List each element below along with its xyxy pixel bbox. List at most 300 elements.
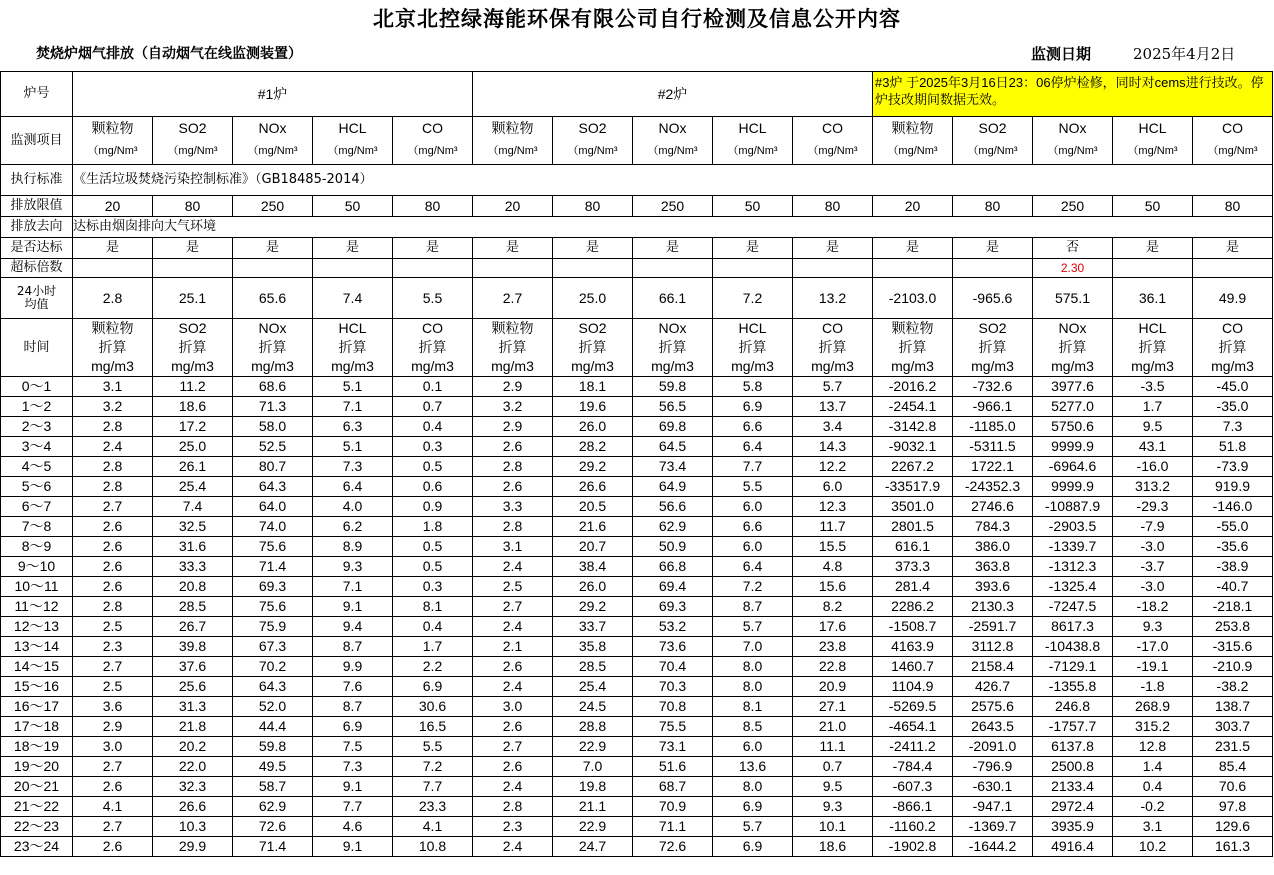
unit-text: （mg/Nm³ <box>727 145 778 158</box>
hour-value: 26.0 <box>553 577 633 597</box>
hour-value: 33.3 <box>153 557 233 577</box>
hour-value: 25.6 <box>153 677 233 697</box>
table-row <box>1 697 1273 717</box>
mg-unit-label: mg/m3 <box>553 357 633 377</box>
mg-unit-label: mg/m3 <box>1033 357 1113 377</box>
unit-cell <box>633 141 713 165</box>
hour-label: 1～2 <box>1 397 73 417</box>
hour-value: 11.1 <box>793 737 873 757</box>
unit-text: （mg/Nm³ <box>1047 145 1098 158</box>
hour-value: 9.9 <box>313 657 393 677</box>
unit-text: （mg/Nm³ <box>407 145 458 158</box>
time-pollutant-header: SO2 <box>153 319 233 339</box>
hour-value: 10.1 <box>793 817 873 837</box>
hour-value: -2903.5 <box>1033 517 1113 537</box>
exceed-value <box>73 259 153 278</box>
furnace-2-header: #2炉 <box>473 72 873 117</box>
hour-label: 3～4 <box>1 437 73 457</box>
hour-value: 26.1 <box>153 457 233 477</box>
hour-value: 8.1 <box>393 597 473 617</box>
hour-value: 7.6 <box>313 677 393 697</box>
hour-value: 9.1 <box>313 597 393 617</box>
hour-value: 1722.1 <box>953 457 1033 477</box>
hour-value: 73.1 <box>633 737 713 757</box>
hour-value: 2.6 <box>73 517 153 537</box>
hour-value: 2.8 <box>73 417 153 437</box>
hour-value: 2.8 <box>73 597 153 617</box>
hour-value: -1369.7 <box>953 817 1033 837</box>
limit-value: 80 <box>1193 196 1273 217</box>
unit-cell <box>713 141 793 165</box>
hour-value: 25.0 <box>153 437 233 457</box>
table-row <box>1 817 1273 837</box>
hour-value: -7.9 <box>1113 517 1193 537</box>
hour-value: -2454.1 <box>873 397 953 417</box>
hour-value: 24.7 <box>553 837 633 857</box>
hour-value: 2746.6 <box>953 497 1033 517</box>
pollutant-header: SO2 <box>153 117 233 141</box>
hour-value: -9032.1 <box>873 437 953 457</box>
hour-value: 1104.9 <box>873 677 953 697</box>
hour-value: -2411.2 <box>873 737 953 757</box>
hour-value: 6.6 <box>713 517 793 537</box>
hour-value: 8.0 <box>713 777 793 797</box>
hour-value: -3.0 <box>1113 537 1193 557</box>
hour-value: 303.7 <box>1193 717 1273 737</box>
time-row-label: 时间 <box>1 319 73 377</box>
time-pollutant-header: SO2 <box>553 319 633 339</box>
hour-value: 386.0 <box>953 537 1033 557</box>
hour-value: 15.5 <box>793 537 873 557</box>
limit-value: 250 <box>1033 196 1113 217</box>
table-row <box>1 537 1273 557</box>
avg24-value: 66.1 <box>633 278 713 319</box>
hour-value: 50.9 <box>633 537 713 557</box>
exceed-value <box>393 259 473 278</box>
hour-value: 161.3 <box>1193 837 1273 857</box>
hour-value: 373.3 <box>873 557 953 577</box>
hour-value: 29.2 <box>553 597 633 617</box>
hour-value: 7.3 <box>313 757 393 777</box>
hour-value: 2.7 <box>73 657 153 677</box>
hour-value: 9999.9 <box>1033 437 1113 457</box>
compliant-value: 是 <box>393 238 473 259</box>
hour-value: 28.5 <box>153 597 233 617</box>
compliant-value: 是 <box>953 238 1033 259</box>
unit-cell <box>1033 141 1113 165</box>
hour-value: 0.5 <box>393 537 473 557</box>
hour-value: -1757.7 <box>1033 717 1113 737</box>
furnace-row-label: 炉号 <box>1 72 73 117</box>
hour-value: 3.1 <box>473 537 553 557</box>
convert-label: 折算 <box>953 338 1033 357</box>
pollutant-header: HCL <box>313 117 393 141</box>
compliant-value: 是 <box>473 238 553 259</box>
hour-value: 17.2 <box>153 417 233 437</box>
table-row <box>1 437 1273 457</box>
hour-value: -35.6 <box>1193 537 1273 557</box>
unit-text: （mg/Nm³ <box>647 145 698 158</box>
hour-value: 67.3 <box>233 637 313 657</box>
table-row <box>1 717 1273 737</box>
convert-label: 折算 <box>633 338 713 357</box>
hour-value: -1339.7 <box>1033 537 1113 557</box>
hour-value: 2.4 <box>73 437 153 457</box>
hour-value: 7.3 <box>1193 417 1273 437</box>
hour-value: -10438.8 <box>1033 637 1113 657</box>
hour-value: 6.0 <box>713 537 793 557</box>
hour-value: 71.4 <box>233 557 313 577</box>
hour-value: -38.9 <box>1193 557 1273 577</box>
hour-value: 2.4 <box>473 557 553 577</box>
hour-value: 26.6 <box>553 477 633 497</box>
hour-value: 2.5 <box>73 677 153 697</box>
hour-value: 16.5 <box>393 717 473 737</box>
hour-value: -33517.9 <box>873 477 953 497</box>
limit-value: 20 <box>873 196 953 217</box>
hour-value: 75.6 <box>233 597 313 617</box>
hour-value: 6.9 <box>713 837 793 857</box>
hour-value: 2.8 <box>73 457 153 477</box>
hour-value: 85.4 <box>1193 757 1273 777</box>
hour-value: 29.9 <box>153 837 233 857</box>
hour-value: 28.8 <box>553 717 633 737</box>
hour-value: 18.6 <box>793 837 873 857</box>
exceed-value <box>1113 259 1193 278</box>
hour-value: -796.9 <box>953 757 1033 777</box>
time-pollutant-header: HCL <box>713 319 793 339</box>
hour-value: 6.3 <box>313 417 393 437</box>
hour-value: 6.0 <box>713 497 793 517</box>
hour-value: 315.2 <box>1113 717 1193 737</box>
hour-value: 70.3 <box>633 677 713 697</box>
hour-value: -315.6 <box>1193 637 1273 657</box>
table-row <box>1 497 1273 517</box>
limit-value: 80 <box>793 196 873 217</box>
compliant-row-label: 是否达标 <box>1 238 73 259</box>
limit-value: 250 <box>233 196 313 217</box>
hour-value: 7.7 <box>313 797 393 817</box>
hour-value: -1325.4 <box>1033 577 1113 597</box>
hour-value: 22.8 <box>793 657 873 677</box>
convert-label: 折算 <box>313 338 393 357</box>
pollutant-header: SO2 <box>953 117 1033 141</box>
compliant-value: 是 <box>873 238 953 259</box>
hour-value: 27.1 <box>793 697 873 717</box>
hour-value: 8.7 <box>313 637 393 657</box>
hour-value: -0.2 <box>1113 797 1193 817</box>
hour-value: 4.1 <box>393 817 473 837</box>
table-row <box>1 677 1273 697</box>
hour-value: 0.6 <box>393 477 473 497</box>
hour-value: 2.2 <box>393 657 473 677</box>
hour-value: 2972.4 <box>1033 797 1113 817</box>
hour-value: 0.3 <box>393 437 473 457</box>
hour-value: 8.5 <box>713 717 793 737</box>
hour-value: -7129.1 <box>1033 657 1113 677</box>
hour-value: 28.5 <box>553 657 633 677</box>
time-pollutant-header: CO <box>393 319 473 339</box>
limit-row-label: 排放限值 <box>1 196 73 217</box>
hour-value: 12.2 <box>793 457 873 477</box>
hour-value: -3.7 <box>1113 557 1193 577</box>
hour-value: 32.5 <box>153 517 233 537</box>
hour-value: 2.6 <box>473 477 553 497</box>
hour-value: 5.7 <box>713 617 793 637</box>
hour-value: 4916.4 <box>1033 837 1113 857</box>
hour-value: -2591.7 <box>953 617 1033 637</box>
table-row <box>1 557 1273 577</box>
hour-value: 69.3 <box>233 577 313 597</box>
pollutant-header: SO2 <box>553 117 633 141</box>
hour-value: 5.1 <box>313 377 393 397</box>
hour-value: -17.0 <box>1113 637 1193 657</box>
hour-label: 21～22 <box>1 797 73 817</box>
hour-value: 75.5 <box>633 717 713 737</box>
hour-value: -607.3 <box>873 777 953 797</box>
table-row <box>1 757 1273 777</box>
hour-value: 72.6 <box>633 837 713 857</box>
hour-value: 7.7 <box>713 457 793 477</box>
hour-value: -19.1 <box>1113 657 1193 677</box>
table-row <box>1 737 1273 757</box>
mg-unit-label: mg/m3 <box>233 357 313 377</box>
hour-value: 31.3 <box>153 697 233 717</box>
hour-value: 9.1 <box>313 837 393 857</box>
hour-value: 2.1 <box>473 637 553 657</box>
unit-cell <box>953 141 1033 165</box>
exceed-value: 2.30 <box>1033 259 1113 278</box>
table-row <box>1 457 1273 477</box>
section-subtitle: 焚烧炉烟气排放（自动烟气在线监测装置） <box>36 46 302 62</box>
limit-value: 50 <box>313 196 393 217</box>
limit-value: 80 <box>153 196 233 217</box>
mg-unit-label: mg/m3 <box>73 357 153 377</box>
hour-value: 11.2 <box>153 377 233 397</box>
hour-value: 2.6 <box>73 777 153 797</box>
hour-value: 10.8 <box>393 837 473 857</box>
hour-value: 26.6 <box>153 797 233 817</box>
hour-label: 15～16 <box>1 677 73 697</box>
hour-value: 2.6 <box>473 717 553 737</box>
hour-value: 0.9 <box>393 497 473 517</box>
hour-value: 21.1 <box>553 797 633 817</box>
hour-value: -35.0 <box>1193 397 1273 417</box>
convert-label: 折算 <box>553 338 633 357</box>
unit-cell <box>1193 141 1273 165</box>
hour-value: 56.5 <box>633 397 713 417</box>
hour-value: 33.7 <box>553 617 633 637</box>
furnace-1-header: #1炉 <box>73 72 473 117</box>
mg-unit-label: mg/m3 <box>953 357 1033 377</box>
unit-text: （mg/Nm³ <box>487 145 538 158</box>
hour-value: 616.1 <box>873 537 953 557</box>
convert-label: 折算 <box>1113 338 1193 357</box>
hour-value: 29.2 <box>553 457 633 477</box>
hour-value: 3.4 <box>793 417 873 437</box>
hour-value: 69.3 <box>633 597 713 617</box>
mg-unit-label: mg/m3 <box>793 357 873 377</box>
limit-value: 20 <box>473 196 553 217</box>
hour-value: 2.8 <box>473 457 553 477</box>
hour-value: 3112.8 <box>953 637 1033 657</box>
hour-value: 2.6 <box>473 657 553 677</box>
hour-value: 4.8 <box>793 557 873 577</box>
hour-value: 64.0 <box>233 497 313 517</box>
hour-value: 4.6 <box>313 817 393 837</box>
hour-value: 21.6 <box>553 517 633 537</box>
time-pollutant-header: NOx <box>1033 319 1113 339</box>
hour-value: 9.4 <box>313 617 393 637</box>
hour-value: -38.2 <box>1193 677 1273 697</box>
hour-value: 6.6 <box>713 417 793 437</box>
unit-text: （mg/Nm³ <box>327 145 378 158</box>
compliant-value: 是 <box>313 238 393 259</box>
hour-value: -29.3 <box>1113 497 1193 517</box>
hour-label: 2～3 <box>1 417 73 437</box>
pollutant-header: NOx <box>233 117 313 141</box>
hour-value: 43.1 <box>1113 437 1193 457</box>
convert-label: 折算 <box>233 338 313 357</box>
hour-value: 20.7 <box>553 537 633 557</box>
hour-value: 8.1 <box>713 697 793 717</box>
pollutant-header: CO <box>793 117 873 141</box>
hour-value: 26.0 <box>553 417 633 437</box>
hour-value: 2.7 <box>73 497 153 517</box>
convert-label: 折算 <box>153 338 233 357</box>
hour-label: 16～17 <box>1 697 73 717</box>
compliant-value: 是 <box>553 238 633 259</box>
hour-value: 7.0 <box>713 637 793 657</box>
time-pollutant-header: CO <box>793 319 873 339</box>
table-row <box>1 417 1273 437</box>
hour-value: 129.6 <box>1193 817 1273 837</box>
hour-value: 69.4 <box>633 577 713 597</box>
compliant-value: 是 <box>233 238 313 259</box>
hour-value: 70.9 <box>633 797 713 817</box>
hour-value: 2.5 <box>473 577 553 597</box>
hour-value: 313.2 <box>1113 477 1193 497</box>
mg-unit-label: mg/m3 <box>1113 357 1193 377</box>
hour-value: 70.4 <box>633 657 713 677</box>
hour-value: 6137.8 <box>1033 737 1113 757</box>
time-pollutant-header: SO2 <box>953 319 1033 339</box>
hour-value: 2.6 <box>473 437 553 457</box>
hour-value: 2.3 <box>73 637 153 657</box>
limit-value: 80 <box>953 196 1033 217</box>
hour-value: 2.4 <box>473 837 553 857</box>
hour-value: 69.8 <box>633 417 713 437</box>
hour-value: 7.1 <box>313 577 393 597</box>
hour-value: 5.5 <box>713 477 793 497</box>
hour-value: 6.9 <box>713 797 793 817</box>
hour-value: 2.6 <box>73 577 153 597</box>
hour-label: 4～5 <box>1 457 73 477</box>
hour-value: 17.6 <box>793 617 873 637</box>
hour-value: -6964.6 <box>1033 457 1113 477</box>
mg-unit-label: mg/m3 <box>393 357 473 377</box>
limit-value: 80 <box>393 196 473 217</box>
time-pollutant-header: CO <box>1193 319 1273 339</box>
hour-value: -630.1 <box>953 777 1033 797</box>
exceed-value <box>473 259 553 278</box>
hour-value: 71.3 <box>233 397 313 417</box>
date-label: 监测日期 <box>1031 45 1092 63</box>
hour-value: 0.5 <box>393 557 473 577</box>
hour-value: 8.2 <box>793 597 873 617</box>
hour-value: -45.0 <box>1193 377 1273 397</box>
unit-text: （mg/Nm³ <box>1207 145 1258 158</box>
hour-value: -5311.5 <box>953 437 1033 457</box>
unit-cell <box>793 141 873 165</box>
table-row <box>1 597 1273 617</box>
hour-label: 23～24 <box>1 837 73 857</box>
hour-value: 12.3 <box>793 497 873 517</box>
hour-value: 3.2 <box>473 397 553 417</box>
hour-value: 3.1 <box>1113 817 1193 837</box>
compliant-value: 是 <box>73 238 153 259</box>
hour-value: 138.7 <box>1193 697 1273 717</box>
table-row <box>1 837 1273 857</box>
hour-value: 9.3 <box>1113 617 1193 637</box>
standard-row-label: 执行标准 <box>1 165 73 196</box>
hour-label: 10～11 <box>1 577 73 597</box>
hour-value: 2158.4 <box>953 657 1033 677</box>
hour-value: 2.3 <box>473 817 553 837</box>
hour-value: 75.9 <box>233 617 313 637</box>
hour-value: 80.7 <box>233 457 313 477</box>
hour-value: 5.1 <box>313 437 393 457</box>
exceed-value <box>313 259 393 278</box>
hour-value: 2.6 <box>473 757 553 777</box>
hour-value: -1508.7 <box>873 617 953 637</box>
hour-value: 281.4 <box>873 577 953 597</box>
hour-value: 3.1 <box>73 377 153 397</box>
date-value: 2025年4月2日 <box>1133 45 1236 63</box>
hour-value: 1460.7 <box>873 657 953 677</box>
hour-value: -55.0 <box>1193 517 1273 537</box>
hour-label: 5～6 <box>1 477 73 497</box>
hour-value: 23.3 <box>393 797 473 817</box>
compliant-value: 是 <box>793 238 873 259</box>
avg24-value: 7.4 <box>313 278 393 319</box>
mg-unit-label: mg/m3 <box>633 357 713 377</box>
hour-value: -1160.2 <box>873 817 953 837</box>
hour-value: -146.0 <box>1193 497 1273 517</box>
hour-value: 28.2 <box>553 437 633 457</box>
hour-value: 70.2 <box>233 657 313 677</box>
hour-value: 784.3 <box>953 517 1033 537</box>
table-row <box>1 637 1273 657</box>
table-row <box>1 397 1273 417</box>
hour-value: 3.0 <box>73 737 153 757</box>
hour-value: 2.6 <box>73 557 153 577</box>
hour-value: -947.1 <box>953 797 1033 817</box>
hour-label: 17～18 <box>1 717 73 737</box>
hour-value: 2.7 <box>73 817 153 837</box>
hour-value: 2.6 <box>73 537 153 557</box>
hour-value: 919.9 <box>1193 477 1273 497</box>
hour-value: 62.9 <box>633 517 713 537</box>
destination-text: 达标由烟囱排向大气环境 <box>73 217 1273 238</box>
hour-value: 64.9 <box>633 477 713 497</box>
unit-cell <box>473 141 553 165</box>
hour-value: 1.4 <box>1113 757 1193 777</box>
mg-unit-label: mg/m3 <box>713 357 793 377</box>
hour-value: 13.7 <box>793 397 873 417</box>
avg24-value: 13.2 <box>793 278 873 319</box>
convert-label: 折算 <box>73 338 153 357</box>
